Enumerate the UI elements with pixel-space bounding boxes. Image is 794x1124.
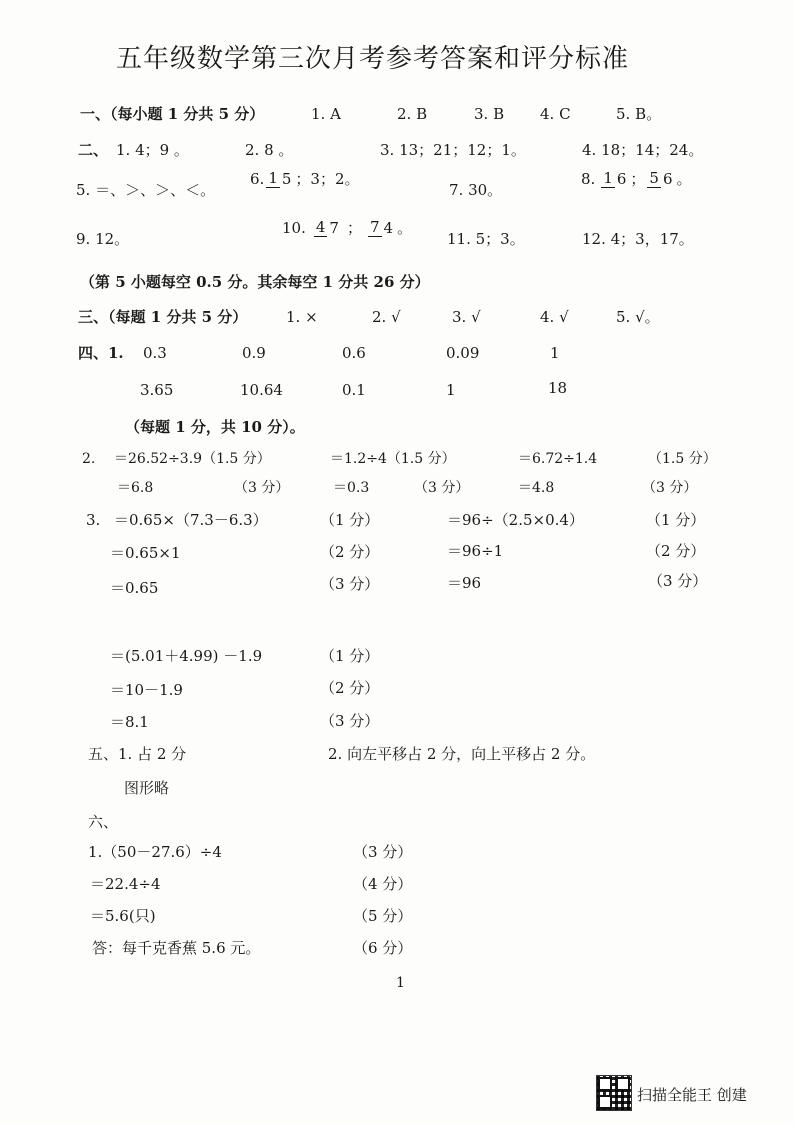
section-4-heading: 四、1. bbox=[78, 344, 124, 362]
a8-prefix: 8. bbox=[581, 169, 596, 188]
qr-corner-top-right bbox=[616, 1077, 630, 1091]
s6-line-2: ＝22.4÷4 bbox=[90, 875, 161, 893]
s4-q2-c3-line1: ＝6.72÷1.4 bbox=[518, 451, 598, 467]
s4-q3-bottom-score-1: （1 分） bbox=[320, 647, 380, 665]
a10-fraction-1 bbox=[314, 218, 341, 237]
a6-numerator: 1 bbox=[268, 169, 278, 187]
s4-q3-right-score-2: （2 分） bbox=[646, 542, 706, 560]
s6-score-4: （6 分） bbox=[353, 939, 413, 957]
s4-q2-c3-score1: （1.5 分） bbox=[648, 451, 717, 467]
qr-corner-bottom-left bbox=[598, 1095, 612, 1109]
qr-code-icon bbox=[596, 1075, 632, 1111]
s3-answer-5: 5. √。 bbox=[616, 308, 660, 326]
a8-f1-numerator: 1 bbox=[603, 169, 613, 187]
a8-fraction-2 bbox=[647, 169, 674, 188]
s4-r1-c2: 0.9 bbox=[242, 344, 266, 362]
s4-q2-c2-line2: ＝0.3 bbox=[333, 480, 370, 496]
a8-f2-numerator: 5 bbox=[649, 169, 659, 187]
s4-q2-c2-score: （3 分） bbox=[414, 480, 470, 496]
s1-answer-4: 4. C bbox=[540, 105, 571, 123]
s2-answer-5: 5. ＝、＞、＞、＜。 bbox=[76, 181, 216, 199]
s2-answer-6 bbox=[250, 168, 360, 189]
s2-answer-9: 9. 12。 bbox=[76, 230, 130, 248]
s4-q3-bottom-score-3: （3 分） bbox=[320, 712, 380, 730]
s4-q2-c3-line2: ＝4.8 bbox=[518, 480, 555, 496]
s5-answer-1: 五、1. 占 2 分 bbox=[88, 745, 187, 763]
s6-line-4: 答：每千克香蕉 5.6 元。 bbox=[92, 939, 261, 957]
s1-answer-1: 1. A bbox=[311, 105, 341, 123]
s4-q3-right-1: ＝96÷（2.5×0.4） bbox=[447, 511, 584, 529]
s2-answer-11: 11. 5；3。 bbox=[447, 230, 525, 248]
a6-fraction bbox=[266, 169, 293, 188]
s1-answer-5: 5. B。 bbox=[616, 105, 662, 123]
s4-r1-c5: 1 bbox=[550, 344, 560, 362]
section-1-heading: 一、（每小题 1 分共 5 分） bbox=[80, 105, 265, 123]
s4-q3-bottom-1: ＝(5.01＋4.99) －1.9 bbox=[110, 647, 263, 665]
s6-line-1: 1.（50－27.6）÷4 bbox=[88, 843, 222, 861]
s4-q3-left-score-1: （1 分） bbox=[320, 511, 380, 529]
section-3-heading: 三、（每题 1 分共 5 分） bbox=[78, 308, 248, 326]
s2-answer-3: 3. 13；21；12；1。 bbox=[380, 141, 526, 159]
a10-fraction-2 bbox=[368, 218, 395, 237]
a6-prefix: 6. bbox=[250, 169, 265, 188]
s5-answer-2: 2. 向左平移占 2 分，向上平移占 2 分。 bbox=[328, 745, 596, 763]
s4-q2-c1-line2: ＝6.8 bbox=[117, 480, 154, 496]
a8-suffix: 。 bbox=[676, 170, 692, 188]
s4-q3-bottom-2: ＝10－1.9 bbox=[110, 681, 183, 699]
a10-f2-denominator: 4 bbox=[383, 218, 394, 237]
s2-answer-7: 7. 30。 bbox=[449, 181, 503, 199]
s3-answer-2: 2. √ bbox=[372, 308, 401, 326]
s4-q3-left-score-2: （2 分） bbox=[320, 543, 380, 561]
a10-prefix: 10. bbox=[282, 218, 306, 237]
section-2-heading: 二、 bbox=[78, 141, 109, 159]
s4-q2-c2-line1: ＝1.2÷4（1.5 分） bbox=[330, 451, 456, 467]
s4-q3-left-1: ＝0.65×（7.3－6.3） bbox=[114, 511, 268, 529]
s6-score-1: （3 分） bbox=[353, 843, 413, 861]
s2-answer-8 bbox=[581, 168, 692, 189]
s4-r1-c1: 0.3 bbox=[143, 344, 167, 362]
s5-note: 图形略 bbox=[124, 779, 170, 797]
page-number: 1 bbox=[396, 975, 405, 991]
section-6-heading: 六、 bbox=[88, 813, 119, 831]
s4-r2-c3: 0.1 bbox=[342, 381, 366, 399]
s2-answer-1: 1. 4；9 。 bbox=[116, 141, 189, 159]
s4-q3-label: 3. bbox=[86, 511, 101, 529]
a10-separator: ； bbox=[346, 219, 362, 237]
s4-r2-c2: 10.64 bbox=[240, 381, 283, 399]
s4-q3-left-2: ＝0.65×1 bbox=[110, 544, 181, 562]
a6-denominator: 5 bbox=[281, 169, 292, 188]
s4-q2-c1-score: （3 分） bbox=[234, 480, 290, 496]
s6-score-2: （4 分） bbox=[353, 875, 413, 893]
s1-answer-2: 2. B bbox=[397, 105, 428, 123]
s4-q3-right-3: ＝96 bbox=[447, 574, 482, 592]
a10-f1-numerator: 4 bbox=[315, 218, 326, 236]
a8-f1-denominator: 6 bbox=[616, 169, 627, 188]
footer-credit: 扫描全能王 创建 bbox=[637, 1086, 747, 1104]
a8-fraction-1 bbox=[601, 169, 628, 188]
a8-f2-denominator: 6 bbox=[662, 169, 673, 188]
s3-answer-3: 3. √ bbox=[452, 308, 481, 326]
s4-q3-bottom-3: ＝8.1 bbox=[110, 713, 149, 731]
s2-answer-2: 2. 8 。 bbox=[245, 141, 294, 159]
s4-r1-c4: 0.09 bbox=[446, 344, 480, 362]
s4-r2-c5: 18 bbox=[548, 379, 568, 397]
s4-scoring-note: （每题 1 分，共 10 分）。 bbox=[125, 418, 305, 436]
a10-f1-denominator: 7 bbox=[329, 218, 339, 237]
s2-answer-10 bbox=[282, 217, 412, 238]
s4-r2-c4: 1 bbox=[446, 381, 456, 399]
s4-q3-right-score-1: （1 分） bbox=[646, 511, 706, 529]
s4-q3-bottom-score-2: （2 分） bbox=[320, 679, 380, 697]
s4-q3-right-score-3: （3 分） bbox=[648, 572, 708, 590]
s4-r2-c1: 3.65 bbox=[140, 381, 174, 399]
a8-separator: ； bbox=[630, 170, 646, 188]
qr-corner-top-left bbox=[598, 1077, 612, 1091]
s6-score-3: （5 分） bbox=[353, 907, 413, 925]
s4-r1-c3: 0.6 bbox=[342, 344, 366, 362]
s4-q2-c1-line1: ＝26.52÷3.9（1.5 分） bbox=[114, 451, 271, 467]
s4-q3-right-2: ＝96÷1 bbox=[447, 542, 504, 560]
s6-line-3: ＝5.6(只) bbox=[90, 907, 156, 925]
page-title: 五年级数学第三次月考参考答案和评分标准 bbox=[116, 44, 630, 74]
s4-q3-left-score-3: （3 分） bbox=[320, 575, 380, 593]
s2-answer-4: 4. 18；14；24。 bbox=[582, 141, 704, 159]
a6-suffix: ；3；2。 bbox=[295, 170, 360, 188]
s4-q3-left-3: ＝0.65 bbox=[110, 579, 159, 597]
s3-answer-1: 1. × bbox=[286, 308, 318, 326]
s4-q2-label: 2. bbox=[82, 451, 96, 467]
s2-scoring-note: （第 5 小题每空 0.5 分。其余每空 1 分共 26 分） bbox=[80, 273, 430, 291]
s1-answer-3: 3. B bbox=[474, 105, 505, 123]
a10-suffix: 。 bbox=[397, 219, 413, 237]
s2-answer-12: 12. 4；3，17。 bbox=[582, 230, 694, 248]
s3-answer-4: 4. √ bbox=[540, 308, 569, 326]
s4-q2-c3-score2: （3 分） bbox=[642, 480, 698, 496]
a10-f2-numerator: 7 bbox=[369, 218, 380, 236]
